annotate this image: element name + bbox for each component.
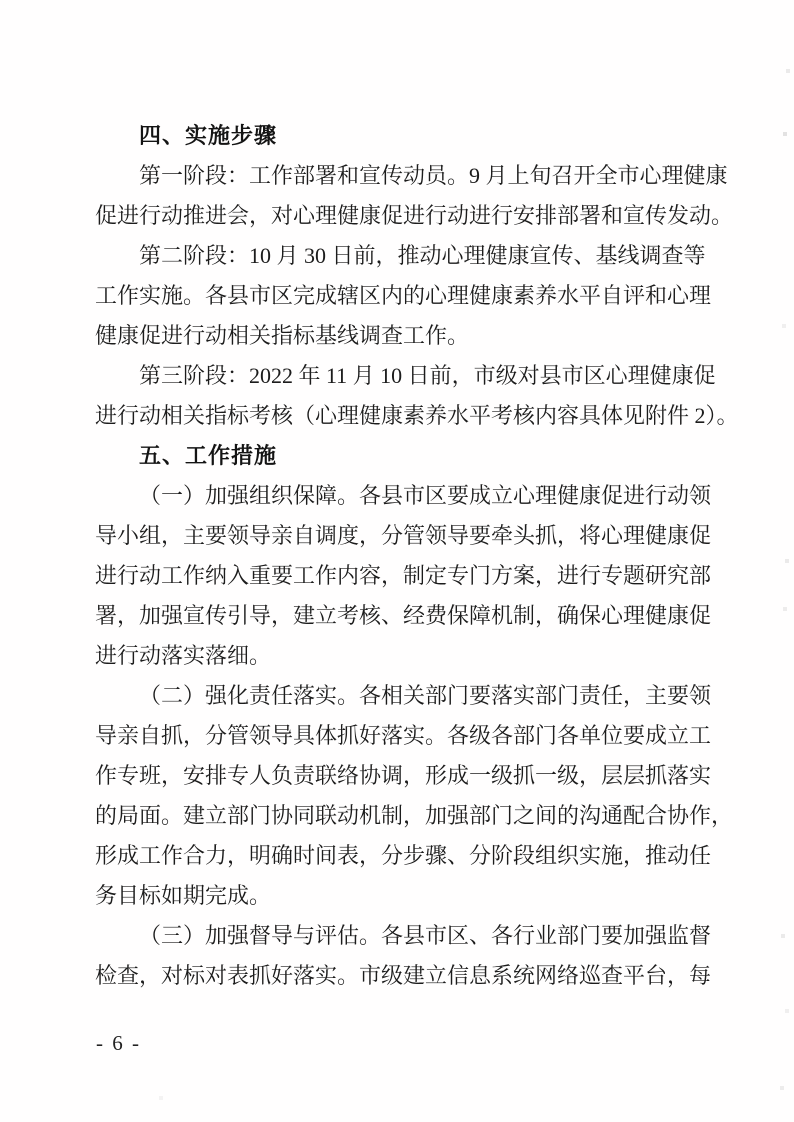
document-line: 作专班，安排专人负责联络协调，形成一级抓一级，层层抓落实 [95,763,712,788]
document-line: 形成工作合力，明确时间表，分步骤、分阶段组织实施，推动任 [95,843,712,868]
document-line: （三）加强督导与评估。各县市区、各行业部门要加强监督 [139,923,712,948]
document-line: （一）加强组织保障。各县市区要成立心理健康促进行动领 [139,483,712,508]
document-line: 务目标如期完成。 [95,883,272,908]
document-line: 健康促进行动相关指标基线调查工作。 [95,323,470,348]
document-line: 第一阶段：工作部署和宣传动员。9 月上旬召开全市心理健康 [139,163,728,188]
document-line: 工作实施。各县市区完成辖区内的心理健康素养水平自评和心理 [95,283,712,308]
document-line: 导亲自抓，分管领导具体抓好落实。各级各部门各单位要成立工 [95,723,712,748]
scan-artifacts [0,0,2,2]
document-line: 促进行动推进会，对心理健康促进行动进行安排部署和宣传发动。 [95,203,734,228]
document-body [95,116,739,996]
document-line: （二）强化责任落实。各相关部门要落实部门责任，主要领 [139,683,712,708]
page-number: - 6 - [96,1031,141,1055]
document-line: 检查，对标对表抓好落实。市级建立信息系统网络巡查平台，每 [95,963,712,988]
section-heading: 四、实施步骤 [139,123,278,148]
document-line: 第三阶段：2022 年 11 月 10 日前，市级对县市区心理健康促 [139,363,716,388]
document-line: 进行动相关指标考核（心理健康素养水平考核内容具体见附件 2）。 [95,403,739,428]
document-line: 第二阶段：10 月 30 日前，推动心理健康宣传、基线调查等 [139,243,706,268]
document-line: 署，加强宣传引导，建立考核、经费保障机制，确保心理健康促 [95,603,712,628]
document-line: 的局面。建立部门协同联动机制，加强部门之间的沟通配合协作， [95,803,734,828]
document-line: 导小组，主要领导亲自调度，分管领导要牵头抓，将心理健康促 [95,523,712,548]
document-line: 进行动落实落细。 [95,643,272,668]
section-heading: 五、工作措施 [139,443,278,468]
document-line: 进行动工作纳入重要工作内容，制定专门方案，进行专题研究部 [95,563,712,588]
